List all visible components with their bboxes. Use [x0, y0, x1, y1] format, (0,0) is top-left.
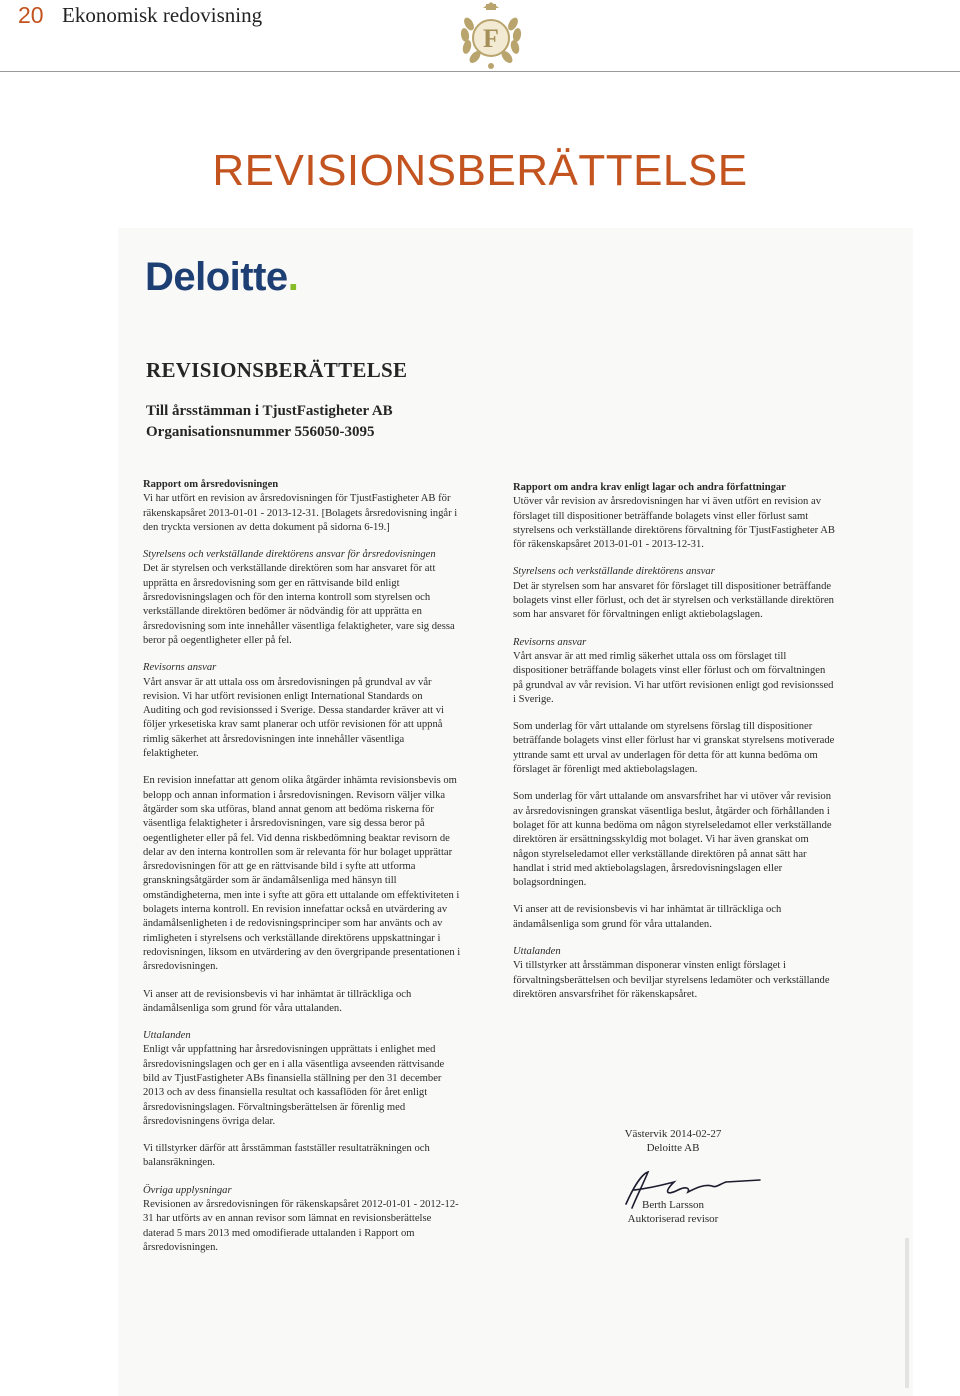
org-number-line: Organisationsnummer 556050-3095	[146, 424, 375, 440]
paragraph: Vårt ansvar är att med rimlig säkerhet uttala oss om förslaget till dispositioner beträffande bolagets vinst eller förlust och om förvaltningen på grundval av vår revision. Vi har utfört revisionen enligt god revisionssed i Sverige.	[513, 650, 834, 705]
paragraph: Vi tillstyrker att årsstämman disponerar vinsten enligt förslaget i förvaltningsberättelsen och beviljar styrelsens ledamöter och verkställande direktören ansvarsfrihet för räkenskapsåret.	[513, 960, 830, 1000]
signature-header	[598, 1127, 748, 1155]
deloitte-logo	[145, 255, 298, 300]
subsection-heading: Styrelsens och verkställande direktörens ansvar	[513, 566, 715, 578]
paragraph: Vårt ansvar är att uttala oss om årsredovisningen på grundval av vår revision. Vi har utfört revisionen enligt International Standards on Auditing och god revisionssed i Sverige. Dessa standarder kräver att vi följer yrkesetiska krav samt planerar och utför revisionen för att uppnå rimlig säkerhet att årsredovisningen inte innehåller väsentliga felaktigheter.	[143, 676, 444, 760]
logo-text: Deloitte	[145, 255, 288, 299]
section-title: Ekonomisk redovisning	[62, 3, 263, 27]
paragraph: Som underlag för vårt uttalande om ansvarsfrihet har vi utöver vår revision av årsredovisningen granskat väsentliga beslut, åtgärder och förhållanden i bolaget för att kunna bedöma om någon styrelseledamot eller verkställande direktören är ersättningsskyldig mot bolaget. Vi har även granskat om någon styrelseledamot eller verkställande direktören på annat sätt har handlat i strid med aktiebolagslagen, årsredovisningslagen eller bolagsordningen.	[513, 791, 832, 889]
left-column	[143, 478, 461, 1268]
subsection-heading: Revisorns ansvar	[513, 636, 587, 648]
subsection-heading: Styrelsens och verkställande direktörens ansvar för årsredovisningen	[143, 549, 436, 561]
subsection-heading: Uttalanden	[143, 1030, 191, 1042]
page-header	[0, 0, 960, 72]
audit-firm: Deloitte AB	[646, 1142, 700, 1154]
signer-role: Auktoriserad revisor	[627, 1213, 719, 1225]
addressee	[146, 401, 393, 443]
paragraph: En revision innefattar att genom olika åtgärder inhämta revisionsbevis om belopp och annan information i årsredovisningen. Revisorn väljer vilka åtgärder som ska utföras, bland annat genom att bedöma riskerna för väsentliga felaktigheter i årsredovisningen, vare sig dessa beror på oegentligheter eller på fel. Vid denna riskbedömning beaktar revisorn de delar av den interna kontrollen som är relevanta för hur bolaget upprättar årsredovisningen för att ge en rättvisande bild i syfte att utforma granskningsåtgärder som är ändamålsenliga med hänsyn till omständigheterna, men inte i syfte att göra ett uttalande om effektiviteten i bolagets interna kontroll. En revision innefattar också en utvärdering av ändamålsenligheten i de redovisningsprinciper som har använts och av rimligheten i styrelsens och verkställande direktörens uppskattningar i redovisningen, liksom en utvärdering av den övergripande presentationen i årsredovisningen.	[143, 775, 461, 973]
report-heading: REVISIONSBERÄTTELSE	[146, 358, 408, 382]
subsection-heading: Övriga upplysningar	[143, 1184, 232, 1196]
section-heading: Rapport om årsredovisningen	[143, 479, 279, 490]
subsection-heading: Uttalanden	[513, 946, 561, 958]
paragraph: Som underlag för vårt uttalande om styrelsens förslag till dispositioner beträffande bolagets vinst eller förlust har vi granskat styrelsens motiverade yttrande samt ett urval av underlagen för detta för att kunna bedöma om förslaget är förenligt med aktiebolagslagen.	[513, 721, 835, 776]
scan-edge	[905, 1238, 909, 1388]
paragraph: Utöver vår revision av årsredovisningen har vi även utfört en revision av förslaget till dispositioner beträffande bolagets vinst eller förlust samt styrelsens och verkställande direktörens förvaltning för TjustFastigheter AB för räkenskapsåret 2013-01-01 - 2013-12-31.	[513, 496, 835, 551]
paragraph: Vi anser att de revisionsbevis vi har inhämtat är tillräckliga och ändamålsenliga som grund för våra uttalanden.	[143, 988, 412, 1014]
paragraph: Vi tillstyrker därför att årsstämman fastställer resultaträkningen och balansräkningen.	[143, 1143, 430, 1169]
paragraph: Det är styrelsen som har ansvaret för förslaget till dispositioner beträffande bolagets vinst eller förlust, och det är styrelsen och verkställande direktören som har ansvaret för förvaltningen enligt aktiebolagslagen.	[513, 580, 834, 621]
paragraph: Revisionen av årsredovisningen för räkenskapsåret 2012-01-01 - 2012-12-31 har utförts av en annan revisor som lämnat en revisionsberättelse daterad 5 mars 2013 med omodifierade uttalanden i Rapport om årsredovisningen.	[143, 1199, 459, 1253]
subsection-heading: Revisorns ansvar	[143, 662, 217, 674]
signer-name: Berth Larsson	[641, 1199, 704, 1211]
page-number: 20	[18, 2, 44, 28]
paragraph: Det är styrelsen och verkställande direktören som har ansvaret för att upprätta en årsredovisning som ger en rättvisande bild enligt årsredovisningslagen och för den interna kontroll som styrelsen och verkställande direktören bedömer är nödvändig för att upprätta en årsredovisning som inte innehåller väsentliga felaktigheter, vare sig dessa beror på oegentligheter eller på fel.	[143, 563, 455, 646]
signer-block	[598, 1198, 748, 1226]
header-divider	[0, 71, 960, 72]
emblem-letter: F	[483, 24, 499, 53]
place-date: Västervik 2014-02-27	[624, 1128, 722, 1140]
paragraph: Vi anser att de revisionsbevis vi har inhämtat är tillräckliga och ändamålsenliga som grund för våra uttalanden.	[513, 904, 782, 930]
section-heading: Rapport om andra krav enligt lagar och andra författningar	[513, 482, 786, 493]
right-column	[513, 481, 835, 1015]
addressee-line: Till årsstämman i TjustFastigheter AB	[146, 403, 393, 419]
logo-dot: .	[287, 255, 299, 299]
paragraph: Enligt vår uppfattning har årsredovisningen upprättats i enlighet med årsredovisningslagen och ger en i alla väsentliga avseenden rättvisande bild av TjustFastigheter ABs finansiella ställning per den 31 december 2013 och av dess finansiella resultat och kassaflöden för året enligt årsredovisningslagen. Förvaltningsberättelsen är förenlig med årsredovisningens övriga delar.	[143, 1044, 445, 1127]
paragraph: Vi har utfört en revision av årsredovisningen för TjustFastigheter AB för räkenskapsåret 2013-01-01 - 2013-12-31. [Bolagets årsredovisning ingår i den tryckta versionen av detta dokument på sidorna 6-19.]	[143, 493, 458, 533]
laurel-wreath-crest-icon	[455, 2, 527, 72]
page-title: REVISIONSBERÄTTELSE	[212, 146, 748, 195]
